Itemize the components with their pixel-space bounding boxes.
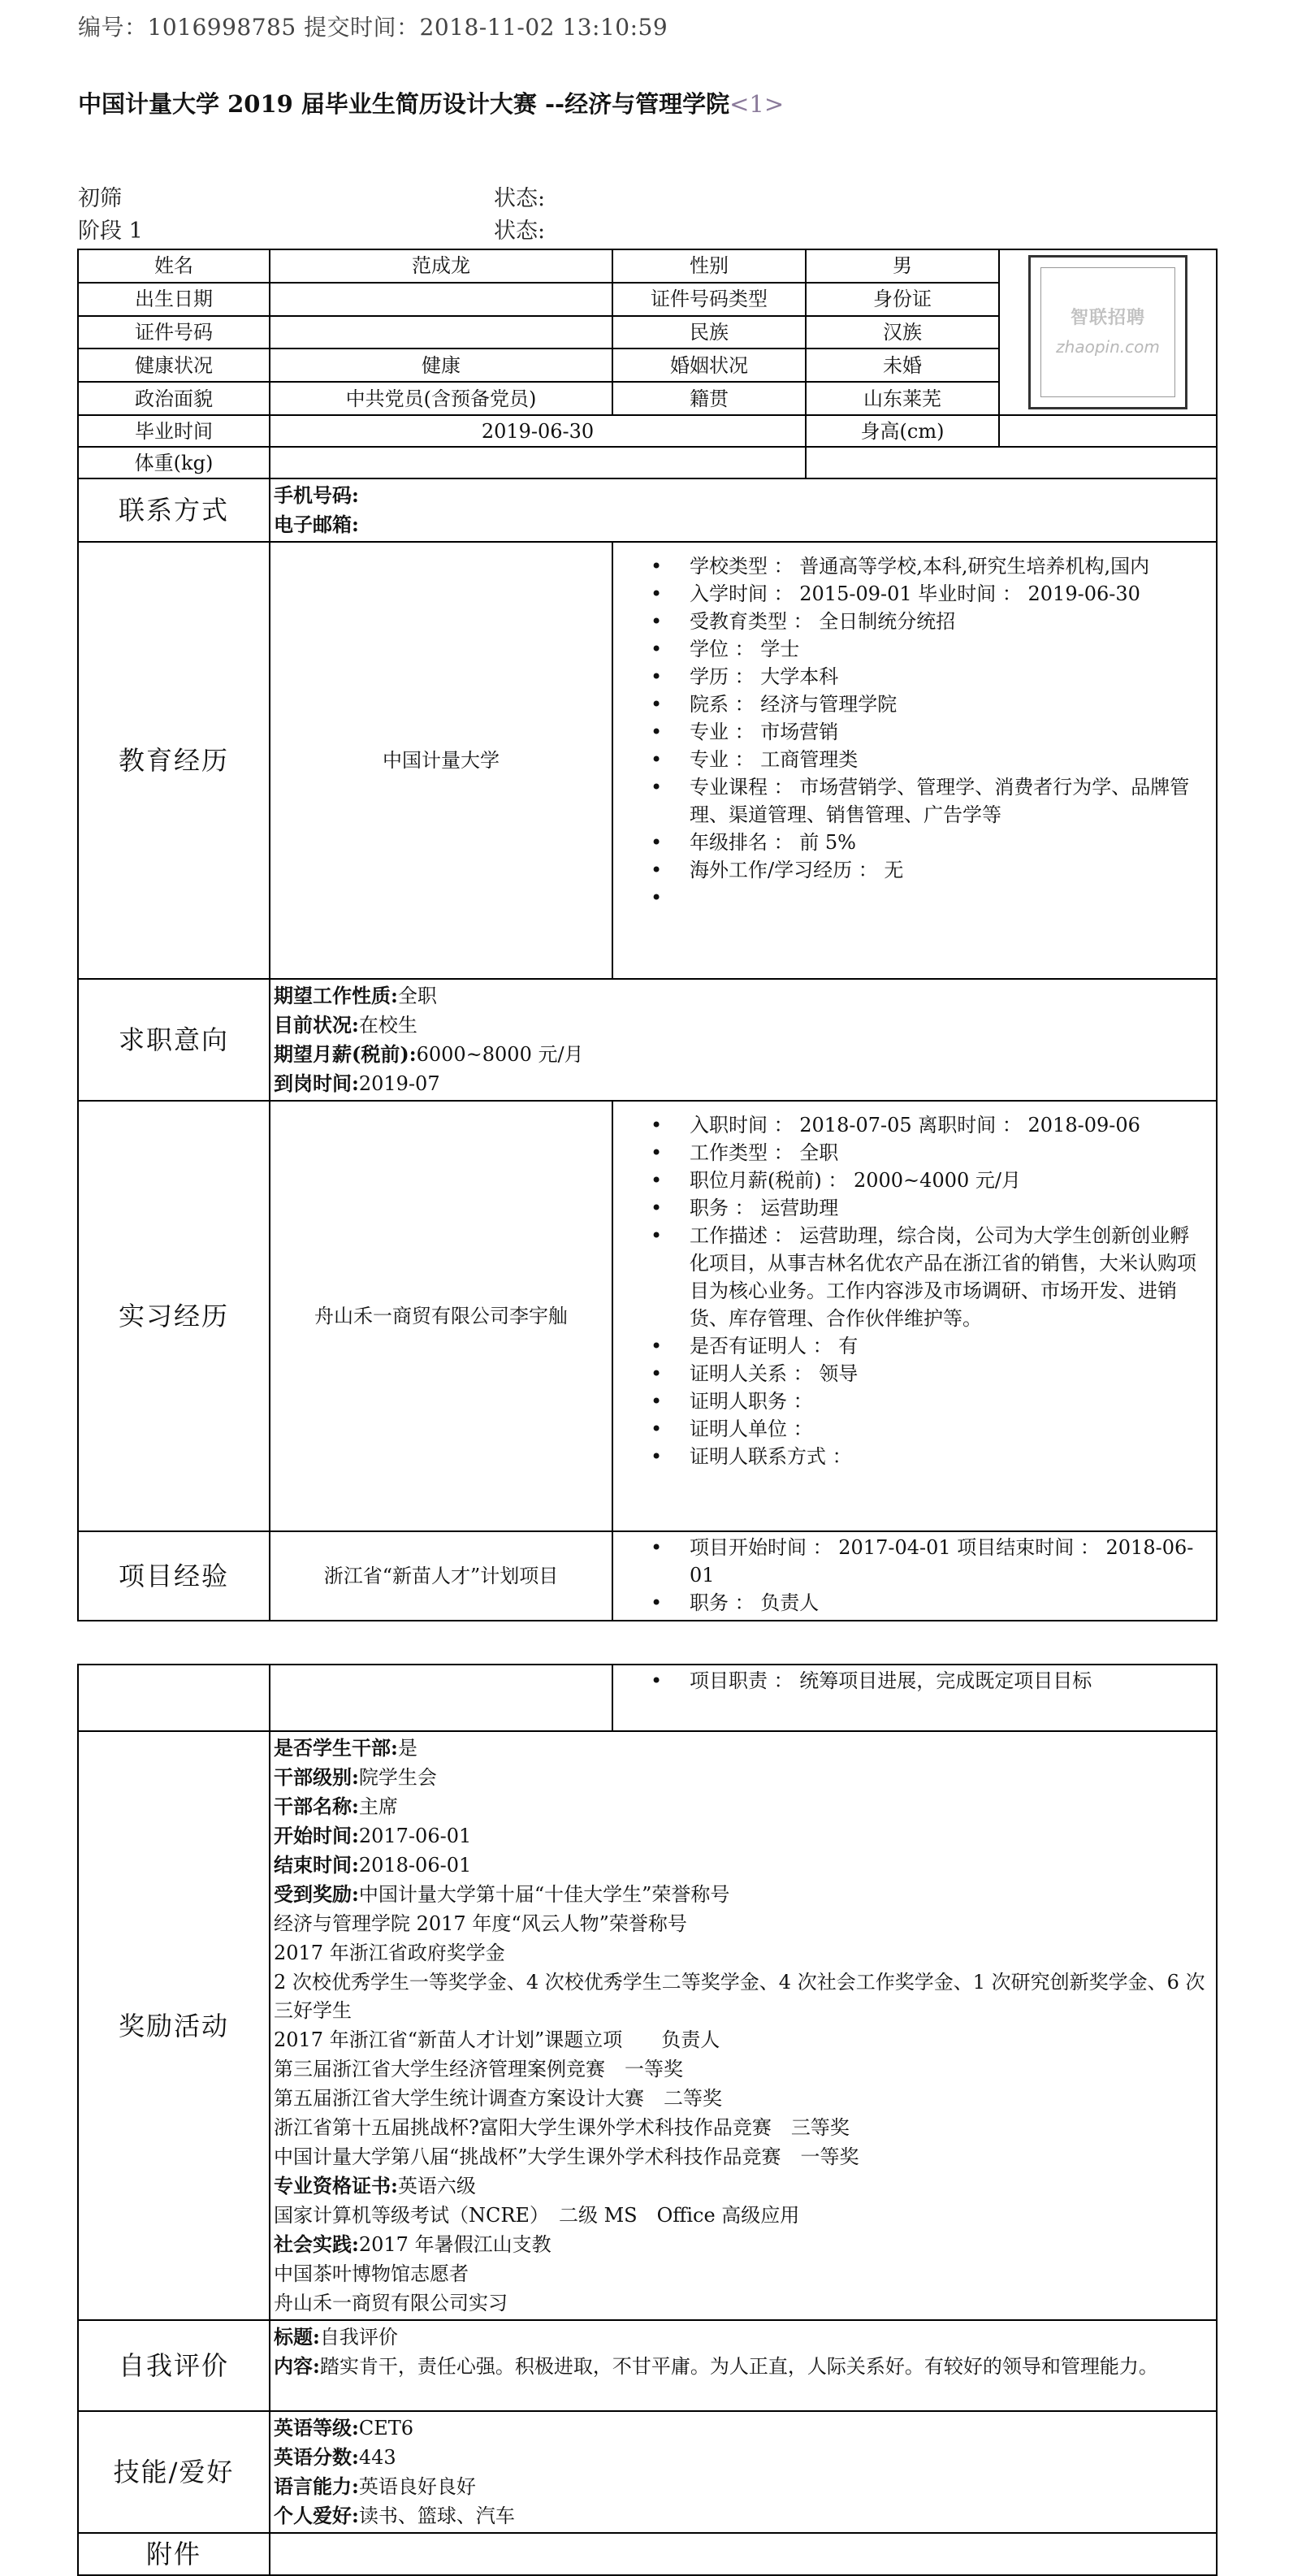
- title-text: 中国计量大学 2019 届毕业生简历设计大赛 --经济与管理学院: [78, 90, 730, 118]
- internship-details: [612, 1101, 1217, 1531]
- award-value: 2017-06-01: [358, 1825, 472, 1847]
- weight-value: [270, 447, 806, 478]
- award-value: 2017 年浙江省“新苗人才计划”课题立项 负责人: [274, 2028, 720, 2051]
- internship-title: 实习经历: [78, 1101, 270, 1531]
- grad-label: 毕业时间: [78, 415, 270, 447]
- skill-value: 读书、篮球、汽车: [358, 2505, 515, 2527]
- gender-label: 性别: [612, 249, 806, 283]
- project-row: [78, 1531, 1217, 1621]
- internship-list: [613, 1111, 1216, 1470]
- award-value: 国家计算机等级考试（NCRE） 二级 MS Office 高级应用: [274, 2204, 800, 2227]
- weight-label: 体重(kg): [78, 447, 270, 478]
- award-value: 舟山禾一商贸有限公司实习: [274, 2292, 508, 2314]
- list-item: • 职务 ： 运营助理: [690, 1194, 1216, 1222]
- list-item: • 年级排名 ： 前 5%: [690, 829, 1216, 856]
- photo-inner: [1040, 267, 1175, 397]
- project-cont-name-empty: [270, 1665, 612, 1731]
- education-row: [78, 542, 1217, 979]
- ethnic-value: 汉族: [806, 316, 999, 349]
- stage-name-2: 阶段 1: [78, 219, 143, 244]
- project-cont-empty: [78, 1665, 270, 1731]
- idtype-label: 证件号码类型: [612, 283, 806, 316]
- list-item: • 证明人联系方式 ：: [690, 1443, 1216, 1470]
- intent-value: 2019-07: [358, 1072, 440, 1095]
- attachment-row: [78, 2533, 1217, 2575]
- award-key: 结束时间:: [274, 1853, 359, 1877]
- award-value: 主席: [358, 1795, 398, 1818]
- list-item: • 工作描述 ： 运营助理，综合岗，公司为大学生创新创业孵化项目，从事吉林名优农产品在浙江省的销售，大米认购项目为核心业务。工作内容涉及市场调研、市场开发、进销货、库存管理、合作伙伴维护等。: [690, 1222, 1216, 1332]
- award-key: 干部名称:: [274, 1795, 359, 1818]
- list-item: • 专业 ： 工商管理类: [690, 746, 1216, 773]
- intent-title: 求职意向: [78, 979, 270, 1101]
- photo-placeholder: [1028, 255, 1187, 409]
- resume-table-main: [77, 249, 1218, 1621]
- resume-table-continued: [77, 1664, 1218, 2576]
- intent-value: 在校生: [358, 1014, 417, 1037]
- awards-title: 奖励活动: [78, 1731, 270, 2320]
- phone-label: 手机号码:: [274, 483, 359, 507]
- health-label: 健康状况: [78, 349, 270, 382]
- marital-value: 未婚: [806, 349, 999, 382]
- name-label: 姓名: [78, 249, 270, 283]
- self-eval-fields: [270, 2320, 1217, 2411]
- list-item: • 学历 ： 大学本科: [690, 663, 1216, 691]
- award-key: 开始时间:: [274, 1824, 359, 1847]
- list-item: • 海外工作/学习经历 ： 无: [690, 856, 1216, 884]
- intent-value: 全职: [397, 985, 437, 1007]
- list-item: • 学校类型 ： 普通高等学校,本科,研究生培养机构,国内: [690, 552, 1216, 580]
- self-eval-key: 内容:: [274, 2354, 320, 2378]
- skill-key: 英语分数:: [274, 2445, 359, 2469]
- award-value: 2017 年浙江省政府奖学金: [274, 1942, 505, 1964]
- skill-key: 英语等级:: [274, 2416, 359, 2440]
- education-title: 教育经历: [78, 542, 270, 979]
- self-eval-row: [78, 2320, 1217, 2411]
- skills-row: [78, 2411, 1217, 2533]
- skill-key: 个人爱好:: [274, 2504, 359, 2527]
- stage-status-2: 状态:: [494, 219, 546, 244]
- info-row: [78, 415, 1217, 447]
- info-row: [78, 447, 1217, 478]
- award-value: 是: [397, 1737, 417, 1760]
- intent-key: 期望月薪(税前):: [274, 1042, 417, 1066]
- skills-title: 技能/爱好: [78, 2411, 270, 2533]
- health-value: 健康: [270, 349, 612, 382]
- project-cont-row: [78, 1665, 1217, 1731]
- self-eval-key: 标题:: [274, 2325, 320, 2349]
- project-cont-details: [612, 1665, 1217, 1731]
- project-name: 浙江省“新苗人才”计划项目: [270, 1531, 612, 1621]
- contact-row: [78, 478, 1217, 542]
- attachment-title: 附件: [78, 2533, 270, 2575]
- birth-label: 出生日期: [78, 283, 270, 316]
- email-label: 电子邮箱:: [274, 513, 359, 536]
- project-cont-list: [613, 1667, 1216, 1695]
- list-item: • 项目开始时间 ： 2017-04-01 项目结束时间 ： 2018-06-01: [690, 1534, 1216, 1589]
- award-key: 是否学生干部:: [274, 1736, 398, 1760]
- idno-label: 证件号码: [78, 316, 270, 349]
- list-item: • 专业 ： 市场营销: [690, 718, 1216, 746]
- skill-value: 443: [358, 2446, 396, 2469]
- skill-value: CET6: [358, 2417, 414, 2440]
- skill-key: 语言能力:: [274, 2474, 359, 2498]
- list-item: • 项目职责 ： 统筹项目进展，完成既定项目目标: [690, 1667, 1216, 1695]
- title-number: <1>: [729, 90, 785, 118]
- skills-fields: [270, 2411, 1217, 2533]
- award-key: 干部级别:: [274, 1765, 359, 1789]
- submission-info: 编号：1016998785 提交时间：2018-11-02 13:10:59: [78, 14, 668, 41]
- award-value: 英语六级: [397, 2175, 476, 2197]
- award-key: 受到奖励:: [274, 1882, 359, 1906]
- award-value: 院学生会: [358, 1766, 437, 1789]
- project-details: [612, 1531, 1217, 1621]
- height-label: 身高(cm): [806, 415, 999, 447]
- intent-key: 到岗时间:: [274, 1072, 359, 1095]
- award-key: 社会实践:: [274, 2232, 359, 2256]
- intent-fields: [270, 979, 1217, 1101]
- intent-row: [78, 979, 1217, 1101]
- birth-value: [270, 283, 612, 316]
- award-value: 中国计量大学第八届“挑战杯”大学生课外学术科技作品竞赛 一等奖: [274, 2145, 859, 2168]
- internship-company: 舟山禾一商贸有限公司李宇舢: [270, 1101, 612, 1531]
- stage-name-1: 初筛: [78, 186, 122, 211]
- list-item: • 受教育类型 ： 全日制统分统招: [690, 608, 1216, 635]
- list-item: • 专业课程 ： 市场营销学、管理学、消费者行为学、品牌管理、渠道管理、销售管理、广告学等: [690, 773, 1216, 829]
- list-item: • 是否有证明人 ： 有: [690, 1332, 1216, 1360]
- marital-label: 婚姻状况: [612, 349, 806, 382]
- education-school: 中国计量大学: [270, 542, 612, 979]
- political-label: 政治面貌: [78, 382, 270, 415]
- list-item: • 证明人关系 ： 领导: [690, 1360, 1216, 1388]
- award-value: 第五届浙江省大学生统计调查方案设计大赛 二等奖: [274, 2087, 722, 2110]
- photo-logo-en: zhaopin.com: [1056, 337, 1160, 357]
- contact-fields: [270, 478, 1217, 542]
- award-value: 第三届浙江省大学生经济管理案例竞赛 一等奖: [274, 2058, 683, 2080]
- award-value: 浙江省第十五届挑战杯?富阳大学生课外学术科技作品竞赛 三等奖: [274, 2116, 850, 2139]
- stage-status-1: 状态:: [494, 186, 546, 211]
- idno-value: [270, 316, 612, 349]
- award-value: 2017 年暑假江山支教: [358, 2233, 552, 2256]
- list-item: • 证明人职务 ：: [690, 1388, 1216, 1415]
- contact-title: 联系方式: [78, 478, 270, 542]
- intent-value: 6000~8000 元/月: [416, 1043, 584, 1066]
- intent-key: 目前状况:: [274, 1013, 359, 1037]
- award-value: 2018-06-01: [358, 1854, 472, 1877]
- list-item: • 证明人单位 ：: [690, 1415, 1216, 1443]
- list-item: • 入学时间 ： 2015-09-01 毕业时间 ： 2019-06-30: [690, 580, 1216, 608]
- awards-fields: [270, 1731, 1217, 2320]
- ethnic-label: 民族: [612, 316, 806, 349]
- skill-value: 英语良好良好: [358, 2475, 476, 2498]
- list-item: • 院系 ： 经济与管理学院: [690, 691, 1216, 718]
- info-row: [78, 249, 1217, 283]
- gender-value: 男: [806, 249, 999, 283]
- idtype-value: 身份证: [806, 283, 999, 316]
- project-title: 项目经验: [78, 1531, 270, 1621]
- awards-row: [78, 1731, 1217, 2320]
- photo-logo-cn: 智联招聘: [1070, 307, 1145, 328]
- political-value: 中共党员(含预备党员): [270, 382, 612, 415]
- attachment-content: [270, 2533, 1217, 2575]
- education-details: [612, 542, 1217, 979]
- list-item: • 学位 ： 学士: [690, 635, 1216, 663]
- self-eval-value: 自我评价: [319, 2326, 398, 2349]
- list-item: • 职务 ： 负责人: [690, 1589, 1216, 1617]
- weight-empty: [806, 447, 1217, 478]
- self-eval-title: 自我评价: [78, 2320, 270, 2411]
- native-value: 山东莱芜: [806, 382, 999, 415]
- photo-cell: [999, 249, 1217, 415]
- self-eval-value: 踏实肯干，责任心强。积极进取，不甘平庸。为人正直，人际关系好。有较好的领导和管理能力。: [319, 2355, 1158, 2378]
- award-value: 2 次校优秀学生一等奖学金、4 次校优秀学生二等奖学金、4 次社会工作奖学金、1 次研究创新奖学金、6 次三好学生: [274, 1971, 1205, 2022]
- award-value: 中国茶叶博物馆志愿者: [274, 2262, 469, 2285]
- internship-row: [78, 1101, 1217, 1531]
- grad-value: 2019-06-30: [270, 415, 806, 447]
- award-value: 经济与管理学院 2017 年度“风云人物”荣誉称号: [274, 1912, 687, 1935]
- project-list: [613, 1534, 1216, 1617]
- intent-key: 期望工作性质:: [274, 984, 398, 1007]
- list-item: • 入职时间 ： 2018-07-05 离职时间 ： 2018-09-06: [690, 1111, 1216, 1139]
- native-label: 籍贯: [612, 382, 806, 415]
- list-item: [690, 884, 1216, 911]
- education-list: [613, 552, 1216, 911]
- award-value: 中国计量大学第十届“十佳大学生”荣誉称号: [358, 1883, 730, 1906]
- name-value: 范成龙: [270, 249, 612, 283]
- list-item: • 工作类型 ： 全职: [690, 1139, 1216, 1167]
- award-key: 专业资格证书:: [274, 2174, 398, 2197]
- list-item: • 职位月薪(税前) ： 2000~4000 元/月: [690, 1167, 1216, 1194]
- height-value: [999, 415, 1217, 447]
- page-title: [78, 86, 784, 119]
